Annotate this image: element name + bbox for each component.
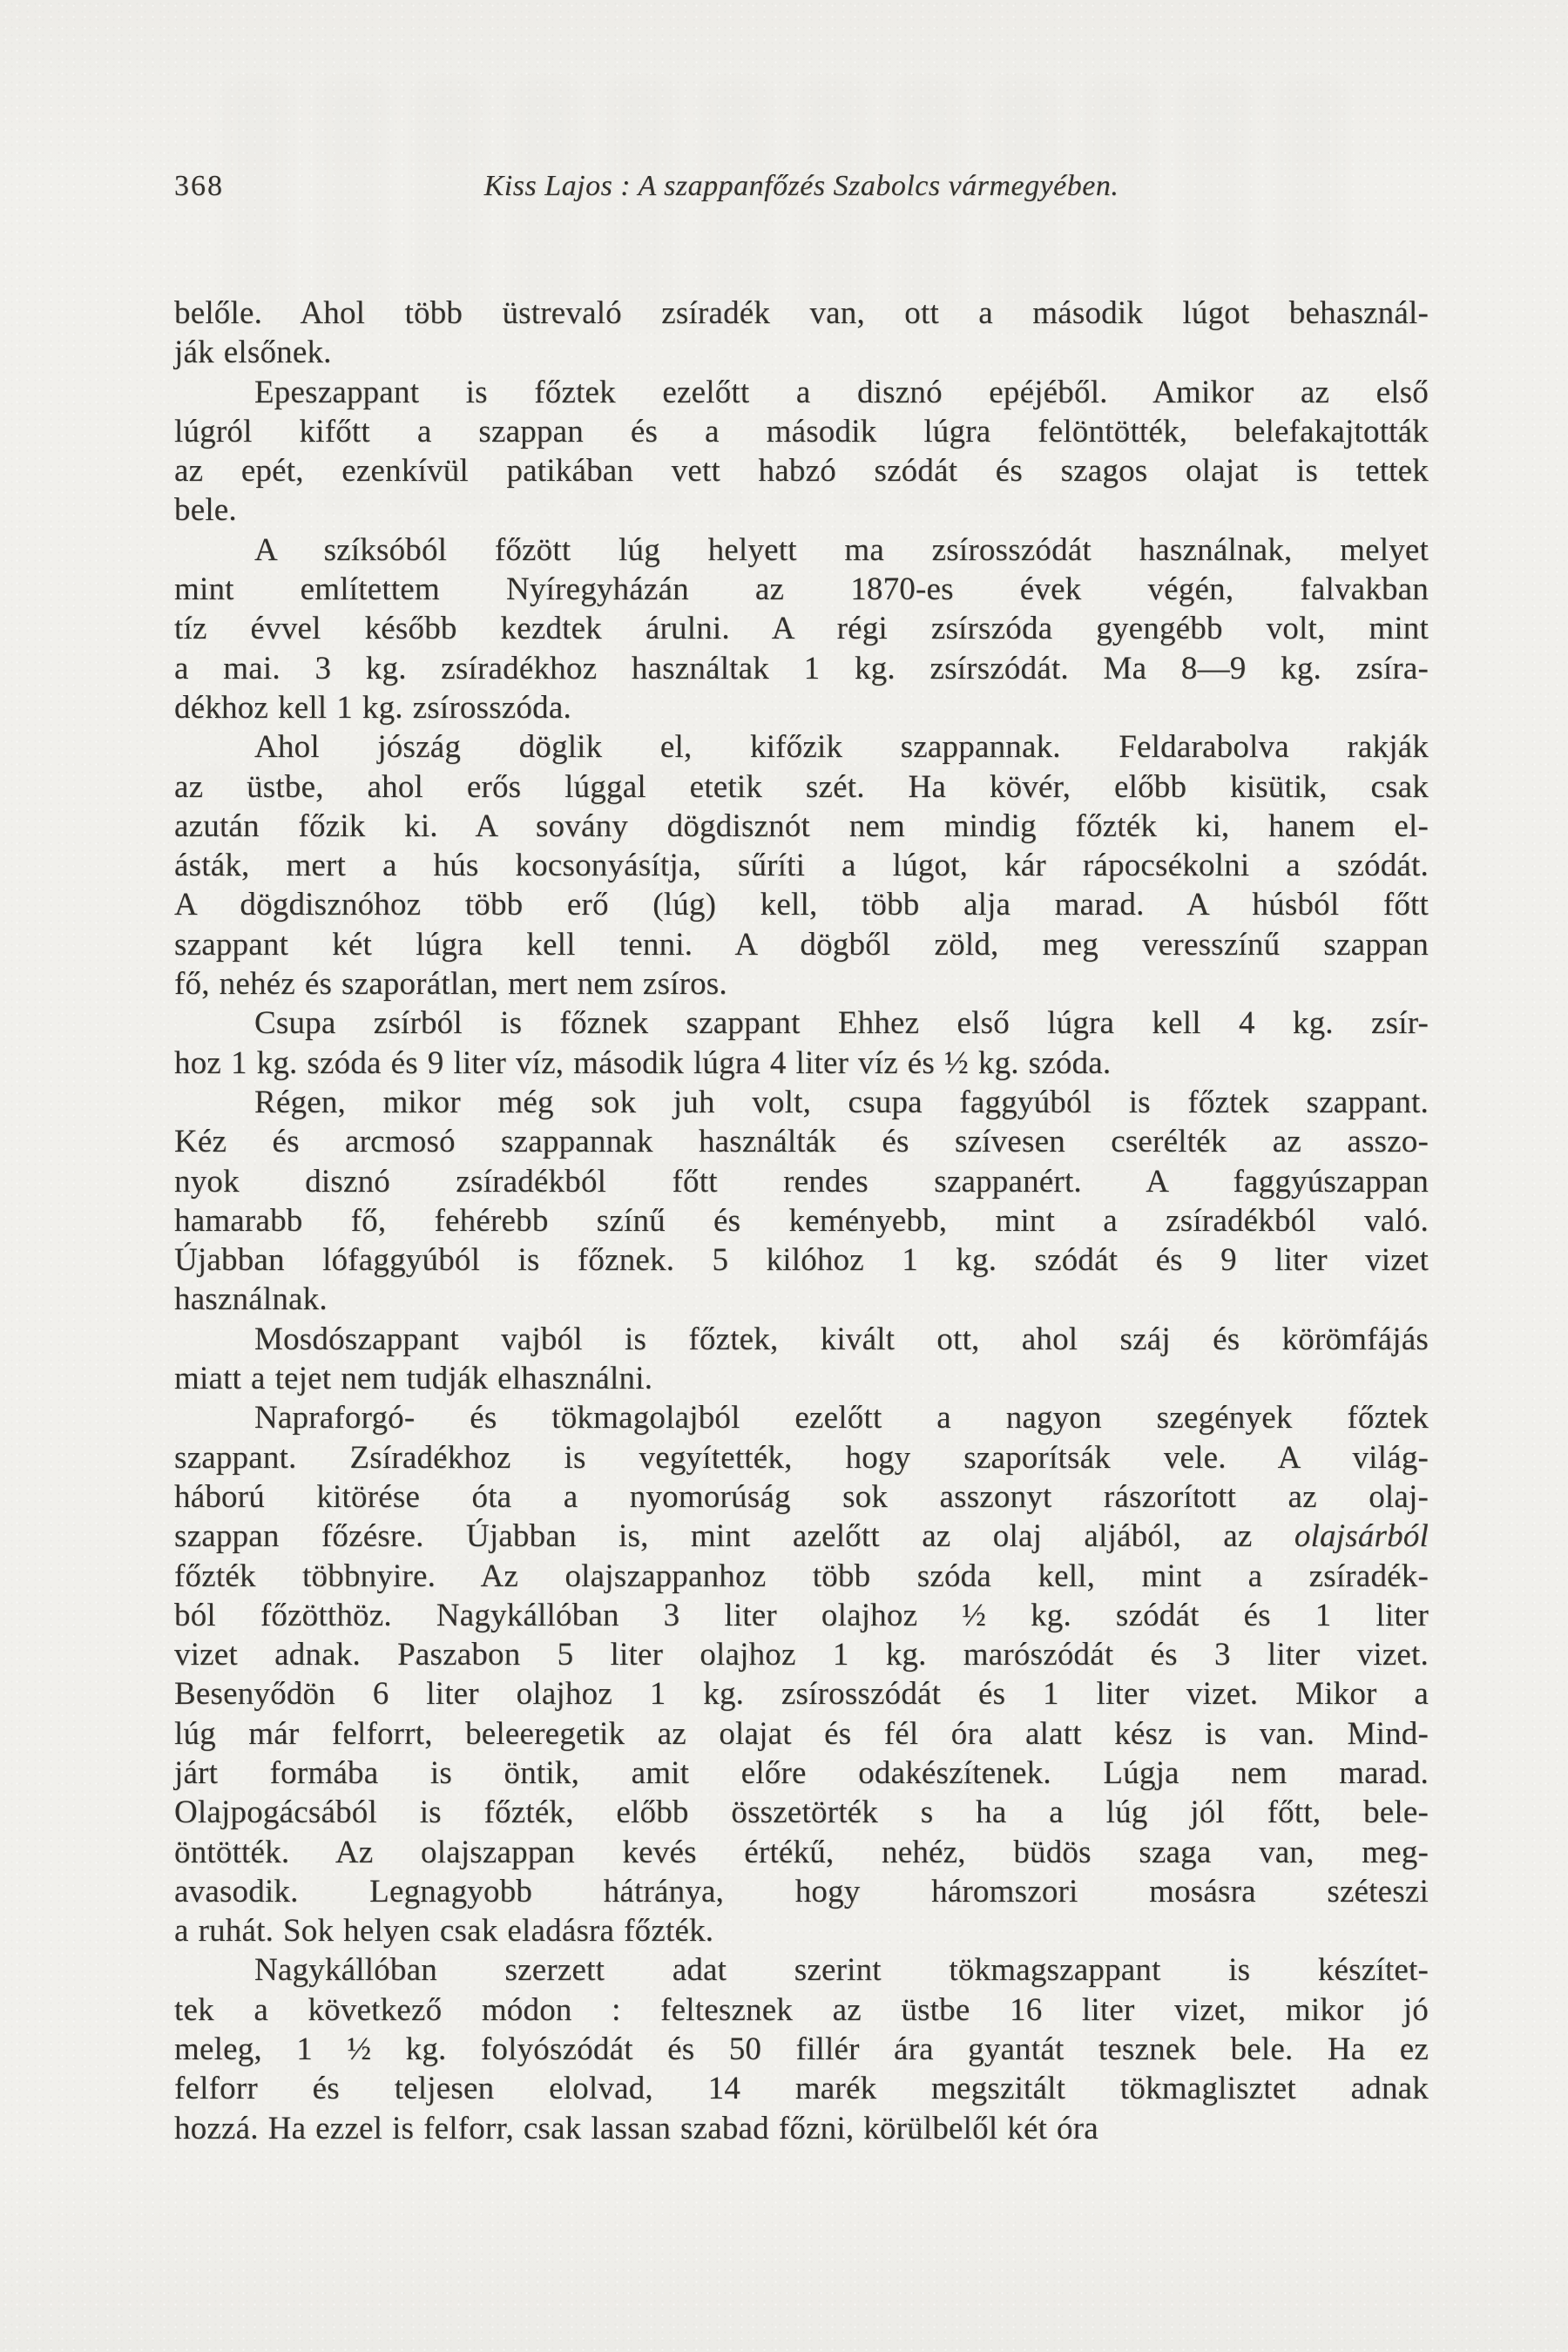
text-line: fő, nehéz és szaporátlan, mert nem zsíros.: [174, 966, 727, 1003]
text-line: vizet adnak. Paszabon 5 liter olajhoz 1 kg. marószódát és 3 liter vizet.: [174, 1637, 1429, 1673]
text-line: dékhoz kell 1 kg. zsírosszóda.: [174, 689, 571, 726]
text-line: ják elsőnek.: [174, 335, 332, 371]
text-line: A dögdisznóhoz több erő (lúg) kell, több alja marad. A húsból főtt: [174, 887, 1429, 923]
text-line: ásták, mert a hús kocsonyásítja, sűríti a lúgot, kár rápocsékolni a szódát.: [174, 848, 1429, 884]
text-line: Napraforgó- és tökmagolajból ezelőtt a nagyon szegények főztek: [254, 1400, 1429, 1436]
text-line: a mai. 3 kg. zsíradékhoz használtak 1 kg. zsírszódát. Ma 8—9 kg. zsíra-: [174, 650, 1429, 686]
text-line: azután főzik ki. A sovány dögdisznót nem mindig főzték ki, hanem el-: [174, 808, 1429, 844]
page-header: [174, 167, 1429, 206]
paragraph: [174, 727, 1429, 1004]
text-line: hamarabb fő, fehérebb színű és keményebb, mint a zsíradékból való.: [174, 1202, 1429, 1239]
paragraph: [174, 1004, 1429, 1083]
text-line: Újabban lófaggyúból is főznek. 5 kilóhoz 1 kg. szódát és 9 liter vizet: [174, 1242, 1429, 1279]
text-line: szappan főzésre. Újabban is, mint azelőtt az olaj aljából, az olajsárból: [174, 1518, 1429, 1555]
paragraph: [174, 1083, 1429, 1320]
paragraph: [174, 1398, 1429, 1950]
text-line: Nagykállóban szerzett adat szerint tökmagszappant is készítet-: [254, 1952, 1429, 1989]
text-line: nyok disznó zsíradékból főtt rendes szappanért. A faggyúszappan: [174, 1163, 1429, 1200]
text-line: lúg már felforrt, beleeregetik az olajat és fél óra alatt kész is van. Mind-: [174, 1715, 1429, 1752]
paragraph: [174, 1950, 1429, 2147]
text-line: az üstbe, ahol erős lúggal etetik szét. Ha kövér, előbb kisütik, csak: [174, 768, 1429, 805]
text-line: bele.: [174, 492, 237, 529]
paragraph: [174, 294, 1429, 373]
text-line: Csupa zsírból is főznek szappant Ehhez első lúgra kell 4 kg. zsír-: [254, 1005, 1429, 1042]
text-line: öntötték. Az olajszappan kevés értékű, nehéz, büdös szaga van, meg-: [174, 1834, 1429, 1870]
text-line: felforr és teljesen elolvad, 14 marék megszitált tökmaglisztet adnak: [174, 2071, 1429, 2107]
text-line: hozzá. Ha ezzel is felforr, csak lassan szabad főzni, körülbelől két óra: [174, 2110, 1098, 2146]
paragraph: [174, 531, 1429, 727]
text-line: Mosdószappant vajból is főztek, kivált ott, ahol száj és körömfájás: [254, 1321, 1429, 1357]
text-line: Kéz és arcmosó szappannak használták és szívesen cserélték az asszo-: [174, 1124, 1429, 1160]
text-line: Régen, mikor még sok juh volt, csupa faggyúból is főztek szappant.: [254, 1084, 1429, 1120]
paragraph: [174, 1320, 1429, 1399]
text-line: járt formába is öntik, amit előre odakészítenek. Lúgja nem marad.: [174, 1754, 1429, 1791]
paragraph: [174, 373, 1429, 531]
text-line: szappant. Zsíradékhoz is vegyítették, hogy szaporítsák vele. A világ-: [174, 1439, 1429, 1476]
running-title: Kiss Lajos : A szappanfőzés Szabolcs vármegyében.: [483, 170, 1119, 202]
text-line: lúgról kifőtt a szappan és a második lúgra felöntötték, belefakajtották: [174, 413, 1429, 449]
text-line: Besenyődön 6 liter olajhoz 1 kg. zsírosszódát és 1 liter vizet. Mikor a: [174, 1676, 1429, 1713]
text-line: ból főzötthöz. Nagykállóban 3 liter olajhoz ½ kg. szódát és 1 liter: [174, 1597, 1429, 1633]
text-line: háború kitörése óta a nyomorúság sok asszonyt rászorított az olaj-: [174, 1478, 1429, 1515]
text-line: avasodik. Legnagyobb hátránya, hogy háromszori mosásra széteszi: [174, 1873, 1429, 1909]
text-line: Epeszappant is főztek ezelőtt a disznó epéjéből. Amikor az első: [254, 374, 1429, 410]
text-line: Ahol jószág döglik el, kifőzik szappannak. Feldarabolva rakják: [254, 729, 1429, 766]
text-line: főzték többnyire. Az olajszappanhoz több szóda kell, mint a zsíradék-: [174, 1558, 1429, 1594]
text-line: hoz 1 kg. szóda és 9 liter víz, második lúgra 4 liter víz és ½ kg. szóda.: [174, 1044, 1112, 1081]
text-line: használnak.: [174, 1281, 328, 1318]
text-line: meleg, 1 ½ kg. folyószódát és 50 fillér ára gyantát tesznek bele. Ha ez: [174, 2031, 1429, 2068]
text-line: A szíksóból főzött lúg helyett ma zsírosszódát használnak, melyet: [254, 531, 1429, 568]
page-number: 368: [174, 170, 224, 202]
text-line: tíz évvel később kezdtek árulni. A régi zsírszóda gyengébb volt, mint: [174, 611, 1429, 647]
text-line: tek a következő módon : feltesznek az üstbe 16 liter vizet, mikor jó: [174, 1991, 1429, 2028]
text-line: az epét, ezenkívül patikában vett habzó szódát és szagos olajat is tettek: [174, 453, 1429, 490]
text-line: Olajpogácsából is főzték, előbb összetörték s ha a lúg jól főtt, bele-: [174, 1794, 1429, 1831]
text-line: a ruhát. Sok helyen csak eladásra főzték.: [174, 1913, 714, 1950]
text-line: miatt a tejet nem tudják elhasználni.: [174, 1361, 653, 1397]
text-line: mint említettem Nyíregyházán az 1870-es évek végén, falvakban: [174, 571, 1429, 608]
text-line: belőle. Ahol több üstrevaló zsíradék van, ott a második lúgot behasznál-: [174, 295, 1429, 331]
text-line: szappant két lúgra kell tenni. A dögből zöld, meg veresszínű szappan: [174, 926, 1429, 963]
text-block: [174, 294, 1429, 2148]
